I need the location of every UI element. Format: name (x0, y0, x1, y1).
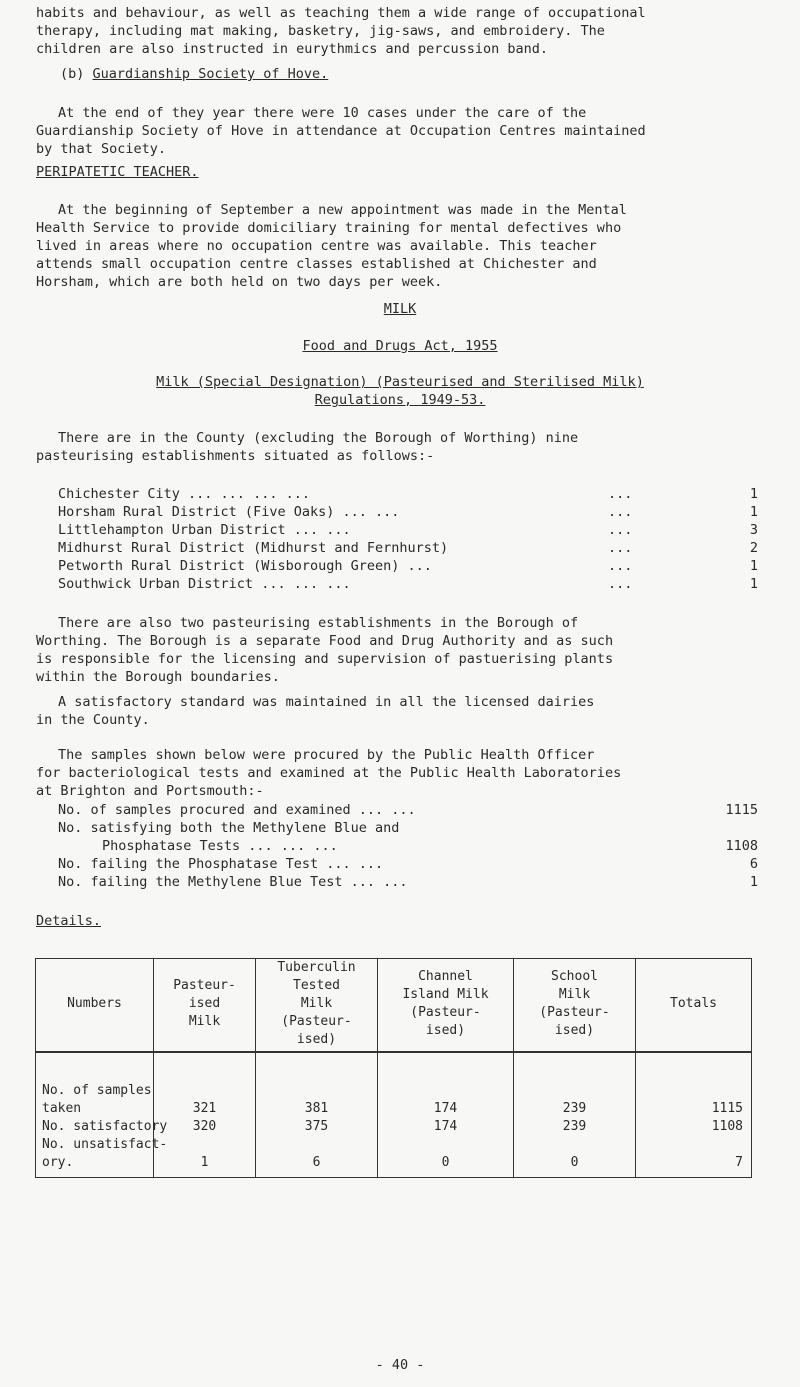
summary-label: No. satisfying both the Methylene Blue and (58, 820, 400, 836)
header-channel-island: Channel Island Milk (Pasteur- ised) (378, 959, 514, 1053)
summary-value: 1108 (725, 838, 758, 854)
page-number: - 40 - (375, 1357, 425, 1373)
text-line: therapy, including mat making, basketry, jig-saws, and embroidery. The (36, 23, 605, 39)
list-item (58, 874, 758, 892)
summary-value: 1115 (725, 802, 758, 818)
leader-dots: ... (608, 540, 633, 556)
summary-label: No. failing the Methylene Blue Test ... ... (58, 874, 408, 890)
establishment-place: Littlehampton Urban District ... ... (58, 522, 351, 538)
text-line: There are also two pasteurising establishments in the Borough of (58, 615, 579, 631)
text-line: Horsham, which are both held on two days per week. (36, 274, 443, 290)
peripatetic-paragraph (36, 201, 776, 291)
establishment-count: 1 (749, 486, 758, 502)
establishment-place: Midhurst Rural District (Midhurst and Fernhurst) (58, 540, 449, 556)
header-school-milk: School Milk (Pasteur- ised) (514, 959, 636, 1053)
act-heading: Food and Drugs Act, 1955 (302, 338, 498, 354)
milk-heading: MILK (383, 301, 417, 317)
standard-paragraph (36, 693, 776, 729)
list-item (58, 820, 758, 838)
text-line: lived in areas where no occupation centre was available. This teacher (36, 238, 597, 254)
text-line: habits and behaviour, as well as teaching them a wide range of occupational (36, 5, 646, 21)
list-item (58, 576, 758, 594)
regs-heading-line2: Regulations, 1949-53. (314, 392, 486, 408)
list-item (58, 802, 758, 820)
intro-paragraph (36, 4, 776, 58)
text-line: pasteurising establishments situated as follows:- (36, 448, 435, 464)
leader-dots: ... (608, 504, 633, 520)
leader-dots: ... (608, 558, 633, 574)
text-line: At the beginning of September a new appointment was made in the Mental (58, 202, 627, 218)
header-totals: Totals (636, 959, 752, 1053)
leader-dots: ... (608, 522, 633, 538)
header-pasteurised: Pasteur- ised Milk (154, 959, 256, 1053)
summary-value: 6 (749, 856, 758, 872)
header-numbers: Numbers (36, 959, 154, 1053)
text-line: within the Borough boundaries. (36, 669, 280, 685)
section-label: (b) (60, 66, 85, 82)
establishment-count: 2 (749, 540, 758, 556)
guardianship-heading-row (60, 66, 328, 82)
establishment-place: Chichester City ... ... ... ... (58, 486, 310, 502)
regs-heading-line1-wrap (0, 374, 800, 390)
establishment-place: Southwick Urban District ... ... ... (58, 576, 351, 592)
school-milk-values: 239 239 0 (514, 1052, 636, 1178)
establishment-count: 1 (749, 504, 758, 520)
summary-label: No. failing the Phosphatase Test ... ... (58, 856, 384, 872)
pasteurised-values: 321 320 1 (154, 1052, 256, 1178)
text-line: There are in the County (excluding the Borough of Worthing) nine (58, 430, 579, 446)
summary-value: 1 (749, 874, 758, 890)
summary-label-cont: Phosphatase Tests ... ... ... (102, 838, 338, 854)
act-heading-wrap (0, 338, 800, 354)
text-line: children are also instructed in eurythmics and percussion band. (36, 41, 549, 57)
regs-heading-line1: Milk (Special Designation) (Pasteurised and Sterilised Milk) (156, 374, 644, 390)
header-tuberculin: Tuberculin Tested Milk (Pasteur- ised) (256, 959, 378, 1053)
establishment-place: Horsham Rural District (Five Oaks) ... ... (58, 504, 400, 520)
text-line: attends small occupation centre classes established at Chichester and (36, 256, 597, 272)
text-line: is responsible for the licensing and supervision of pastuerising plants (36, 651, 614, 667)
worthing-paragraph (36, 614, 776, 686)
establishment-place: Petworth Rural District (Wisborough Green) ... (58, 558, 432, 574)
guardianship-heading: Guardianship Society of Hove. (92, 66, 329, 82)
list-item (58, 540, 758, 558)
table-row (36, 1052, 752, 1178)
establishment-count: 3 (749, 522, 758, 538)
text-line: At the end of they year there were 10 cases under the care of the (58, 105, 587, 121)
list-item (58, 486, 758, 504)
table-header-row (36, 959, 752, 1053)
establishment-count: 1 (749, 576, 758, 592)
list-item (58, 856, 758, 874)
text-line: A satisfactory standard was maintained in all the licensed dairies (58, 694, 595, 710)
text-line: for bacteriological tests and examined at the Public Health Laboratories (36, 765, 622, 781)
text-line: in the County. (36, 712, 150, 728)
pasteurising-intro (36, 429, 776, 465)
totals-values: 1115 1108 7 (636, 1052, 752, 1178)
text-line: Health Service to provide domiciliary training for mental defectives who (36, 220, 622, 236)
list-item (58, 522, 758, 540)
text-line: Worthing. The Borough is a separate Food and Drug Authority and as such (36, 633, 614, 649)
peripatetic-heading: PERIPATETIC TEACHER. (36, 164, 199, 180)
guardianship-paragraph (36, 104, 776, 158)
list-item (58, 838, 758, 856)
row-label-cell: No. of samples taken No. satisfactory No. unsatisfact- ory. (36, 1052, 154, 1178)
samples-paragraph (36, 746, 776, 800)
establishment-count: 1 (749, 558, 758, 574)
milk-heading-wrap (0, 301, 800, 317)
list-item (58, 558, 758, 576)
text-line: by that Society. (36, 141, 167, 157)
channel-island-values: 174 174 0 (378, 1052, 514, 1178)
leader-dots: ... (608, 486, 633, 502)
list-item (58, 504, 758, 522)
regs-heading-line2-wrap (0, 392, 800, 408)
leader-dots: ... (608, 576, 633, 592)
details-table (35, 958, 752, 1178)
details-label: Details. (36, 913, 102, 929)
tuberculin-values: 381 375 6 (256, 1052, 378, 1178)
summary-label: No. of samples procured and examined ... ... (58, 802, 416, 818)
text-line: The samples shown below were procured by the Public Health Officer (58, 747, 595, 763)
text-line: at Brighton and Portsmouth:- (36, 783, 264, 799)
text-line: Guardianship Society of Hove in attendance at Occupation Centres maintained (36, 123, 646, 139)
